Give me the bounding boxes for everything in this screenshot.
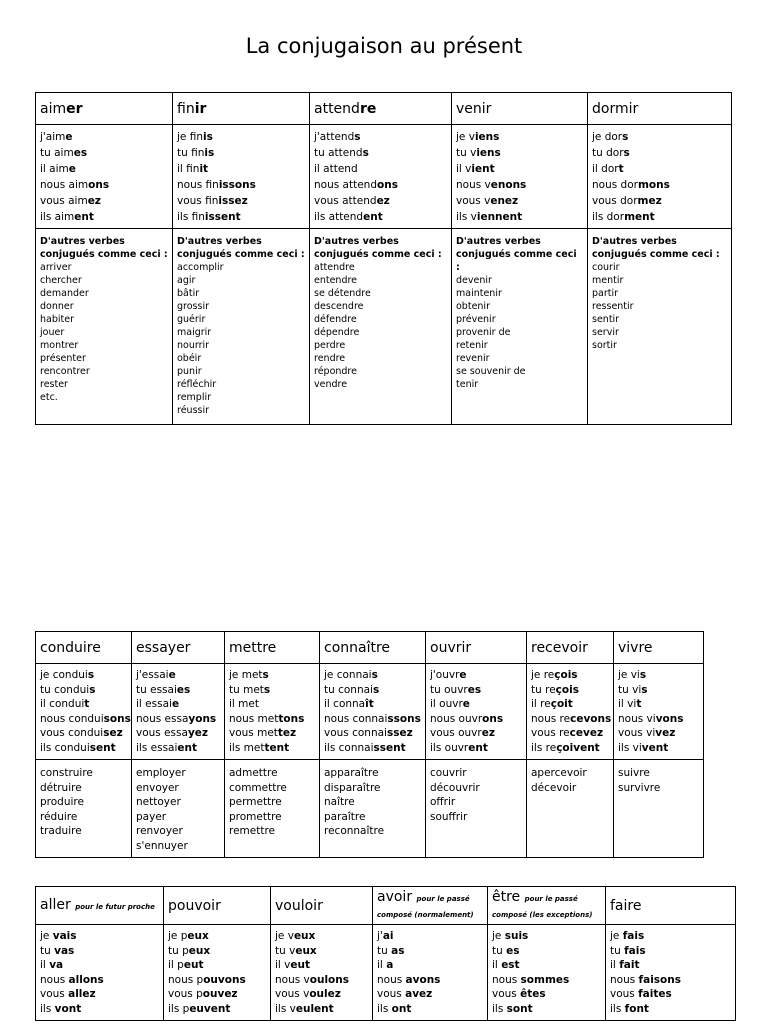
conjugation-form: vous attendez bbox=[314, 195, 390, 207]
verb-list-item: payer bbox=[136, 810, 167, 823]
verb-list-item: couvrir bbox=[430, 767, 467, 779]
conjugation-form: tu conduis bbox=[40, 683, 96, 696]
conjugation-form: il fait bbox=[610, 959, 640, 971]
verb-list-item: provenir de bbox=[456, 327, 511, 338]
verb-list-item: rencontrer bbox=[40, 366, 90, 377]
page-title: La conjugaison au présent bbox=[245, 34, 523, 58]
conjugation-form: ils essaient bbox=[136, 741, 198, 754]
conjugation-form: ils dorment bbox=[592, 211, 655, 223]
others-cell bbox=[36, 760, 132, 858]
conjugation-form: vous faites bbox=[610, 988, 672, 1000]
conjugation-form: j'aime bbox=[40, 131, 73, 143]
forms-cell bbox=[320, 664, 426, 760]
forms-row bbox=[36, 925, 736, 1021]
conjugation-form: vous aimez bbox=[40, 195, 101, 207]
conjugation-form: nous finissons bbox=[177, 179, 256, 191]
verb-list-item: permettre bbox=[229, 796, 282, 808]
conjugation-form: nous dormons bbox=[592, 179, 670, 191]
verb-header-connaitre: connaître bbox=[320, 632, 426, 664]
verb-list-item: entendre bbox=[314, 275, 358, 286]
conjugation-form: je suis bbox=[492, 930, 529, 942]
others-cell bbox=[225, 760, 320, 858]
conjugation-form: nous voulons bbox=[275, 973, 349, 986]
header-note: pour le futur proche bbox=[75, 902, 155, 911]
verb-list-item: rester bbox=[40, 379, 68, 390]
verb-list-item: sortir bbox=[592, 340, 617, 351]
conjugation-form: nous faisons bbox=[610, 973, 681, 986]
verb-list-item: souffrir bbox=[430, 810, 468, 823]
conjugation-form: vous ouvrez bbox=[430, 727, 495, 739]
verb-list-item: etc. bbox=[40, 392, 58, 403]
conjugation-form: il connaît bbox=[324, 698, 374, 710]
others-cell bbox=[588, 229, 732, 425]
verb-list-item: jouer bbox=[40, 327, 65, 338]
conjugation-form: nous aimons bbox=[40, 179, 110, 191]
conjugation-form: j'attends bbox=[314, 131, 361, 143]
conjugation-form: ils viennent bbox=[456, 211, 523, 223]
forms-cell bbox=[36, 125, 173, 229]
forms-cell bbox=[36, 925, 164, 1021]
verb-header-ouvrir: ouvrir bbox=[426, 632, 527, 664]
header-note: pour le passé composé (les exceptions) bbox=[492, 894, 593, 919]
conjugation-form: je peux bbox=[168, 930, 209, 942]
conjugation-form: ils sont bbox=[492, 1002, 533, 1015]
verb-list-item: promettre bbox=[229, 810, 282, 823]
conjugation-form: il met bbox=[229, 698, 259, 710]
conjugation-form: ils reçoivent bbox=[531, 741, 600, 754]
conjugation-form: tu ouvres bbox=[430, 683, 482, 696]
conjugation-form: nous vivons bbox=[618, 712, 684, 725]
verb-header-faire: faire bbox=[606, 887, 736, 925]
verb-list-item: agir bbox=[177, 275, 196, 286]
verb-list-item: réfléchir bbox=[177, 379, 217, 390]
conjugation-form: il veut bbox=[275, 959, 311, 971]
verb-list-item: demander bbox=[40, 288, 89, 299]
verb-list-item: détruire bbox=[40, 781, 82, 794]
forms-cell bbox=[173, 125, 310, 229]
conjugation-form: nous pouvons bbox=[168, 973, 246, 986]
conjugation-form: ils aiment bbox=[40, 211, 94, 223]
conjugation-form: vous allez bbox=[40, 988, 96, 1000]
conjugation-form: vous êtes bbox=[492, 988, 546, 1000]
verb-header-venir: venir bbox=[452, 93, 588, 125]
verb-header-aller: aller pour le futur proche bbox=[36, 887, 164, 925]
conjugation-form: tu connais bbox=[324, 683, 380, 696]
conjugation-form: je connais bbox=[324, 669, 378, 681]
verb-list-item: réduire bbox=[40, 810, 78, 823]
forms-row bbox=[36, 664, 704, 760]
forms-cell bbox=[588, 125, 732, 229]
others-label: D'autres verbes conjugués comme ceci : bbox=[456, 236, 577, 273]
verb-list-item: courir bbox=[592, 262, 620, 273]
conjugation-table-regular bbox=[35, 92, 732, 425]
conjugation-form: tu finis bbox=[177, 147, 215, 159]
verb-list-item: répondre bbox=[314, 366, 357, 377]
verb-list-item: décevoir bbox=[531, 781, 577, 794]
verb-list-item: se détendre bbox=[314, 288, 371, 299]
conjugation-form: nous sommes bbox=[492, 973, 570, 986]
verb-list-item: disparaître bbox=[324, 781, 381, 794]
others-row bbox=[36, 229, 732, 425]
conjugation-form: il reçoit bbox=[531, 698, 573, 710]
conjugation-form: tu mets bbox=[229, 683, 271, 696]
others-label: D'autres verbes conjugués comme ceci : bbox=[592, 236, 720, 260]
conjugation-form: nous recevons bbox=[531, 712, 612, 725]
forms-cell bbox=[164, 925, 271, 1021]
conjugation-form: nous attendons bbox=[314, 179, 398, 191]
verb-list-item: remettre bbox=[229, 825, 276, 837]
conjugation-form: je fais bbox=[610, 930, 645, 942]
conjugation-form: il finit bbox=[177, 163, 209, 175]
verb-list-item: envoyer bbox=[136, 781, 179, 794]
forms-cell bbox=[452, 125, 588, 229]
verb-list-item: arriver bbox=[40, 262, 72, 273]
conjugation-form: nous mettons bbox=[229, 712, 305, 725]
verb-header-essayer: essayer bbox=[132, 632, 225, 664]
verb-header-vivre: vivre bbox=[614, 632, 704, 664]
conjugation-form: tu attends bbox=[314, 147, 369, 159]
others-label: D'autres verbes conjugués comme ceci : bbox=[40, 236, 168, 260]
verb-list-item: devenir bbox=[456, 275, 492, 286]
conjugation-form: vous finissez bbox=[177, 195, 248, 207]
conjugation-form: ils mettent bbox=[229, 741, 290, 754]
forms-cell bbox=[373, 925, 488, 1021]
conjugation-form: ils vont bbox=[40, 1002, 82, 1015]
forms-cell bbox=[527, 664, 614, 760]
verb-list-item: nourrir bbox=[177, 340, 210, 351]
verb-list-item: punir bbox=[177, 366, 202, 377]
conjugation-form: il va bbox=[40, 959, 64, 971]
conjugation-form: il vient bbox=[456, 163, 495, 175]
verb-list-item: retenir bbox=[456, 340, 488, 351]
verb-list-item: perdre bbox=[314, 340, 346, 351]
verb-list-item: descendre bbox=[314, 301, 364, 312]
conjugation-form: ils vivent bbox=[618, 741, 669, 754]
verb-header-aimer: aimer bbox=[36, 93, 173, 125]
verb-list-item: bâtir bbox=[177, 288, 200, 299]
conjugation-form: vous recevez bbox=[531, 727, 604, 739]
conjugation-form: ils font bbox=[610, 1002, 649, 1015]
verb-header-etre: être pour le passé composé (les exceptions) bbox=[488, 887, 606, 925]
forms-cell bbox=[426, 664, 527, 760]
verb-header-attendre: attendre bbox=[310, 93, 452, 125]
conjugation-form: il vit bbox=[618, 698, 642, 710]
verb-list-item: montrer bbox=[40, 340, 79, 351]
verb-header-mettre: mettre bbox=[225, 632, 320, 664]
verb-header-pouvoir: pouvoir bbox=[164, 887, 271, 925]
verb-list-item: se souvenir de bbox=[456, 366, 526, 377]
conjugation-form: je mets bbox=[229, 669, 269, 681]
verb-list-item: découvrir bbox=[430, 781, 480, 794]
verb-list-item: vendre bbox=[314, 379, 348, 390]
conjugation-form: vous vivez bbox=[618, 727, 676, 739]
verb-list-item: partir bbox=[592, 288, 619, 299]
conjugation-form: tu aimes bbox=[40, 147, 88, 159]
verb-list-item: attendre bbox=[314, 262, 355, 273]
conjugation-form: vous pouvez bbox=[168, 988, 238, 1000]
conjugation-form: il attend bbox=[314, 163, 358, 175]
conjugation-table-irregular bbox=[35, 631, 704, 858]
forms-cell bbox=[606, 925, 736, 1021]
others-cell bbox=[132, 760, 225, 858]
verb-list-item: accomplir bbox=[177, 262, 224, 273]
conjugation-form: ils finissent bbox=[177, 211, 241, 223]
others-cell bbox=[320, 760, 426, 858]
forms-cell bbox=[310, 125, 452, 229]
conjugation-form: tu es bbox=[492, 944, 520, 957]
conjugation-form: ils conduisent bbox=[40, 741, 116, 754]
conjugation-table-irregular-2 bbox=[35, 886, 736, 1021]
conjugation-form: vous dormez bbox=[592, 195, 662, 207]
verb-list-item: employer bbox=[136, 767, 186, 779]
verb-list-item: défendre bbox=[314, 314, 357, 325]
conjugation-form: tu essaies bbox=[136, 683, 191, 696]
verb-list-item: offrir bbox=[430, 796, 456, 808]
verb-header-avoir: avoir pour le passé composé (normalement) bbox=[373, 887, 488, 925]
verb-list-item: revenir bbox=[456, 353, 490, 364]
conjugation-form: il est bbox=[492, 959, 520, 971]
conjugation-form: je vais bbox=[40, 930, 77, 942]
conjugation-form: vous voulez bbox=[275, 988, 341, 1000]
verb-list-item: présenter bbox=[40, 353, 86, 364]
conjugation-form: nous connaissons bbox=[324, 712, 421, 725]
verb-list-item: reconnaître bbox=[324, 825, 385, 837]
verb-list-item: admettre bbox=[229, 767, 278, 779]
verb-list-item: renvoyer bbox=[136, 825, 183, 837]
verb-list-item: paraître bbox=[324, 810, 366, 823]
verb-header-conduire: conduire bbox=[36, 632, 132, 664]
verb-list-item: prévenir bbox=[456, 314, 496, 325]
forms-cell bbox=[225, 664, 320, 760]
conjugation-form: j'ouvre bbox=[430, 669, 467, 681]
forms-cell bbox=[614, 664, 704, 760]
conjugation-form: je vis bbox=[618, 669, 647, 681]
conjugation-form: je veux bbox=[275, 930, 316, 942]
conjugation-form: je conduis bbox=[40, 669, 95, 681]
conjugation-form: il a bbox=[377, 959, 394, 971]
verb-list-item: guérir bbox=[177, 314, 206, 325]
conjugation-form: ils connaissent bbox=[324, 741, 406, 754]
verb-list-item: donner bbox=[40, 301, 74, 312]
conjugation-form: tu vas bbox=[40, 944, 75, 957]
conjugation-form: nous allons bbox=[40, 973, 104, 986]
verb-list-item: commettre bbox=[229, 781, 287, 794]
verb-list-item: maigrir bbox=[177, 327, 212, 338]
verb-list-item: traduire bbox=[40, 825, 82, 837]
forms-cell bbox=[132, 664, 225, 760]
conjugation-form: nous conduisons bbox=[40, 712, 131, 725]
conjugation-form: tu fais bbox=[610, 944, 646, 957]
conjugation-form: vous avez bbox=[377, 988, 433, 1000]
conjugation-form: nous essayons bbox=[136, 712, 217, 725]
others-cell bbox=[527, 760, 614, 858]
verb-list-item: obéir bbox=[177, 353, 202, 364]
conjugation-form: il conduit bbox=[40, 698, 90, 710]
conjugation-form: je viens bbox=[456, 131, 500, 143]
verb-list-item: naître bbox=[324, 796, 355, 808]
conjugation-form: je reçois bbox=[531, 669, 578, 681]
forms-cell bbox=[271, 925, 373, 1021]
verb-list-item: obtenir bbox=[456, 301, 490, 312]
verb-list-item: habiter bbox=[40, 314, 74, 325]
conjugation-form: tu reçois bbox=[531, 683, 579, 696]
table-header-row bbox=[36, 632, 704, 664]
conjugation-form: ils attendent bbox=[314, 211, 383, 223]
others-cell bbox=[426, 760, 527, 858]
verb-list-item: nettoyer bbox=[136, 796, 181, 808]
conjugation-form: vous venez bbox=[456, 195, 519, 207]
verb-list-item: servir bbox=[592, 327, 619, 338]
conjugation-form: j'essaie bbox=[136, 669, 176, 681]
verb-header-finir: finir bbox=[173, 93, 310, 125]
others-cell bbox=[614, 760, 704, 858]
conjugation-form: il aime bbox=[40, 163, 76, 175]
conjugation-form: vous conduisez bbox=[40, 727, 123, 739]
verb-header-dormir: dormir bbox=[588, 93, 732, 125]
verb-list-item: remplir bbox=[177, 392, 212, 403]
verb-header-vouloir: vouloir bbox=[271, 887, 373, 925]
verb-list-item: suivre bbox=[618, 767, 650, 779]
verb-list-item: dépendre bbox=[314, 327, 360, 338]
conjugation-form: j'ai bbox=[377, 930, 394, 942]
verb-list-item: chercher bbox=[40, 275, 82, 286]
conjugation-form: ils ouvrent bbox=[430, 741, 488, 754]
conjugation-form: nous ouvrons bbox=[430, 712, 504, 725]
conjugation-form: ils ont bbox=[377, 1002, 412, 1015]
table-header-row bbox=[36, 93, 732, 125]
verb-list-item: réussir bbox=[177, 405, 210, 416]
conjugation-form: tu vis bbox=[618, 683, 648, 696]
conjugation-form: tu as bbox=[377, 944, 405, 957]
conjugation-form: nous venons bbox=[456, 179, 527, 191]
verb-list-item: rendre bbox=[314, 353, 346, 364]
verb-list-item: s'ennuyer bbox=[136, 839, 188, 852]
verb-list-item: survivre bbox=[618, 781, 661, 794]
forms-cell bbox=[488, 925, 606, 1021]
conjugation-form: il peut bbox=[168, 959, 204, 971]
conjugation-form: vous mettez bbox=[229, 727, 297, 739]
conjugation-form: tu viens bbox=[456, 147, 501, 159]
verb-list-item: construire bbox=[40, 767, 93, 779]
forms-row bbox=[36, 125, 732, 229]
header-note: pour le passé composé (normalement) bbox=[377, 894, 474, 919]
others-cell bbox=[36, 229, 173, 425]
forms-cell bbox=[36, 664, 132, 760]
verb-list-item: grossir bbox=[177, 301, 209, 312]
conjugation-form: tu peux bbox=[168, 944, 211, 957]
verb-list-item: maintenir bbox=[456, 288, 502, 299]
conjugation-form: il dort bbox=[592, 163, 624, 175]
others-cell bbox=[452, 229, 588, 425]
verb-list-item: apercevoir bbox=[531, 767, 587, 779]
conjugation-form: ils veulent bbox=[275, 1002, 334, 1015]
conjugation-form: je finis bbox=[177, 131, 213, 143]
others-label: D'autres verbes conjugués comme ceci : bbox=[314, 236, 442, 260]
table-header-row bbox=[36, 887, 736, 925]
conjugation-form: il ouvre bbox=[430, 698, 470, 710]
conjugation-form: ils peuvent bbox=[168, 1002, 231, 1015]
others-cell bbox=[173, 229, 310, 425]
verb-header-recevoir: recevoir bbox=[527, 632, 614, 664]
others-row bbox=[36, 760, 704, 858]
verb-list-item: ressentir bbox=[592, 301, 634, 312]
conjugation-form: nous avons bbox=[377, 973, 441, 986]
verb-list-item: apparaître bbox=[324, 767, 379, 779]
conjugation-form: tu veux bbox=[275, 944, 317, 957]
conjugation-form: vous essayez bbox=[136, 727, 209, 739]
conjugation-form: il essaie bbox=[136, 698, 180, 710]
others-cell bbox=[310, 229, 452, 425]
conjugation-form: vous connaissez bbox=[324, 727, 413, 739]
verb-list-item: produire bbox=[40, 796, 84, 808]
verb-list-item: sentir bbox=[592, 314, 620, 325]
conjugation-form: tu dors bbox=[592, 147, 630, 159]
verb-list-item: tenir bbox=[456, 379, 479, 390]
verb-list-item: mentir bbox=[592, 275, 624, 286]
conjugation-form: je dors bbox=[592, 131, 629, 143]
others-label: D'autres verbes conjugués comme ceci : bbox=[177, 236, 305, 260]
